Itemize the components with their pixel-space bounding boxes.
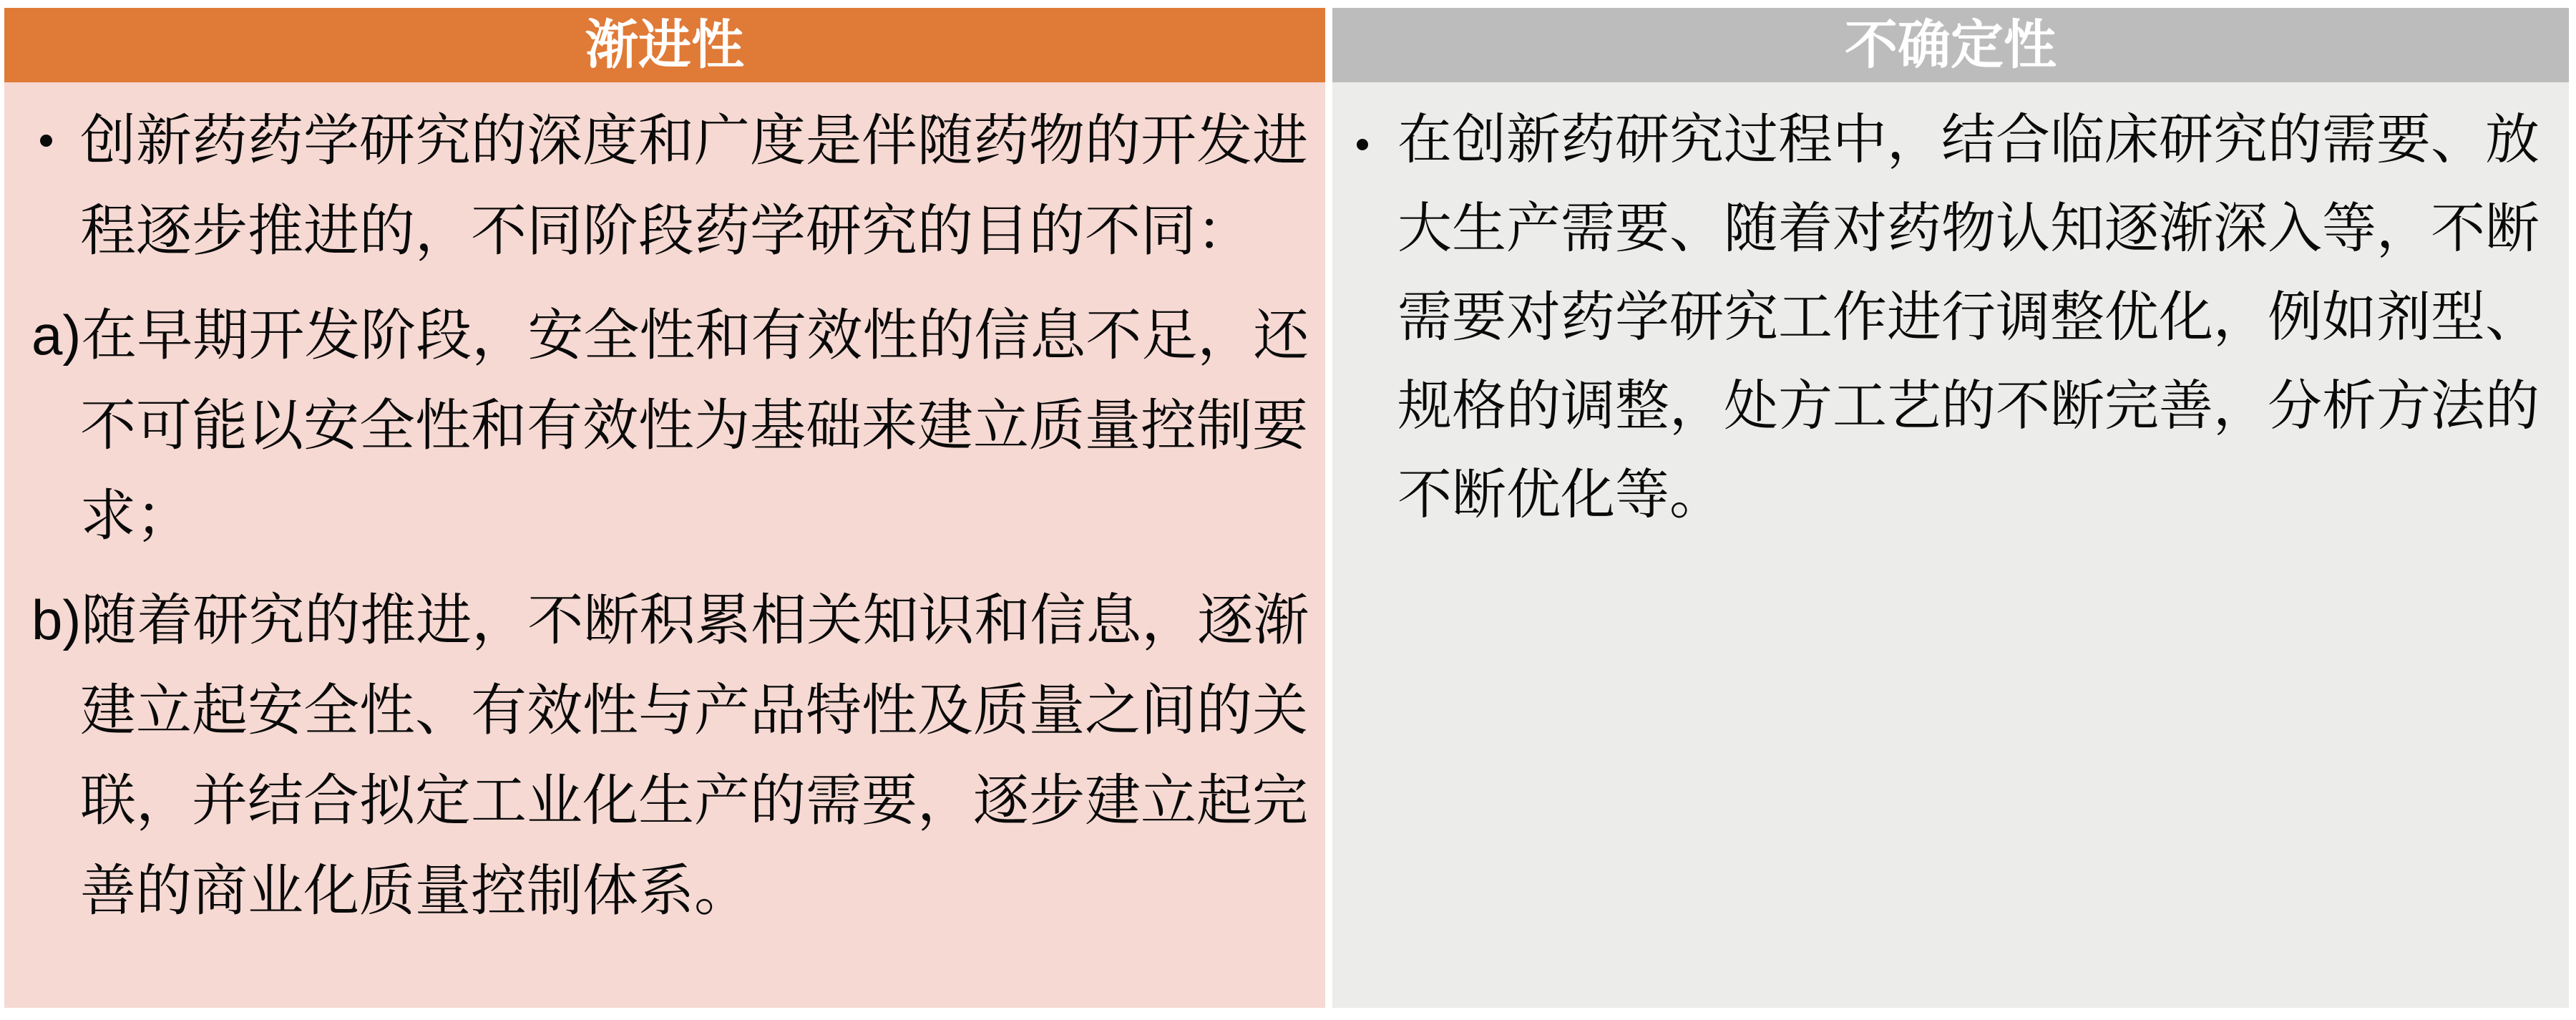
column-header-uncertainty: 不确定性	[1332, 8, 2569, 82]
column-body-gradualness	[4, 82, 1325, 1008]
list-item-marker: a)	[31, 303, 82, 366]
list-item-text: 创新药药学研究的深度和广度是伴随药物的开发进程逐步推进的，不同阶段药学研究的目的不同：	[80, 109, 1309, 262]
list-item	[1332, 96, 2555, 540]
column-gradualness	[4, 8, 1325, 1008]
bullet-icon	[1357, 139, 1368, 150]
column-header-gradualness: 渐进性	[4, 8, 1325, 82]
list-item-text: 在创新药研究过程中，结合临床研究的需要、放大生产需要、随着对药物认知逐渐深入等，不断需要对药学研究工作进行调整优化，例如剂型、规格的调整，处方工艺的不断完善，分析方法的不断优化等。	[1397, 110, 2540, 525]
list-item-text: 在早期开发阶段，安全性和有效性的信息不足，还不可能以安全性和有效性为基础来建立质量控制要求；	[80, 303, 1309, 547]
list-item-text: 随着研究的推进，不断积累相关知识和信息，逐渐建立起安全性、有效性与产品特性及质量之间的关联，并结合拟定工业化生产的需要，逐步建立起完善的商业化质量控制体系。	[80, 588, 1309, 922]
column-body-uncertainty	[1332, 82, 2569, 1008]
list-item-marker: b)	[31, 588, 82, 651]
list-item	[4, 290, 1318, 560]
bullet-icon	[40, 135, 52, 147]
list-item	[4, 95, 1318, 276]
list-item	[4, 575, 1318, 936]
column-uncertainty	[1332, 8, 2569, 1008]
